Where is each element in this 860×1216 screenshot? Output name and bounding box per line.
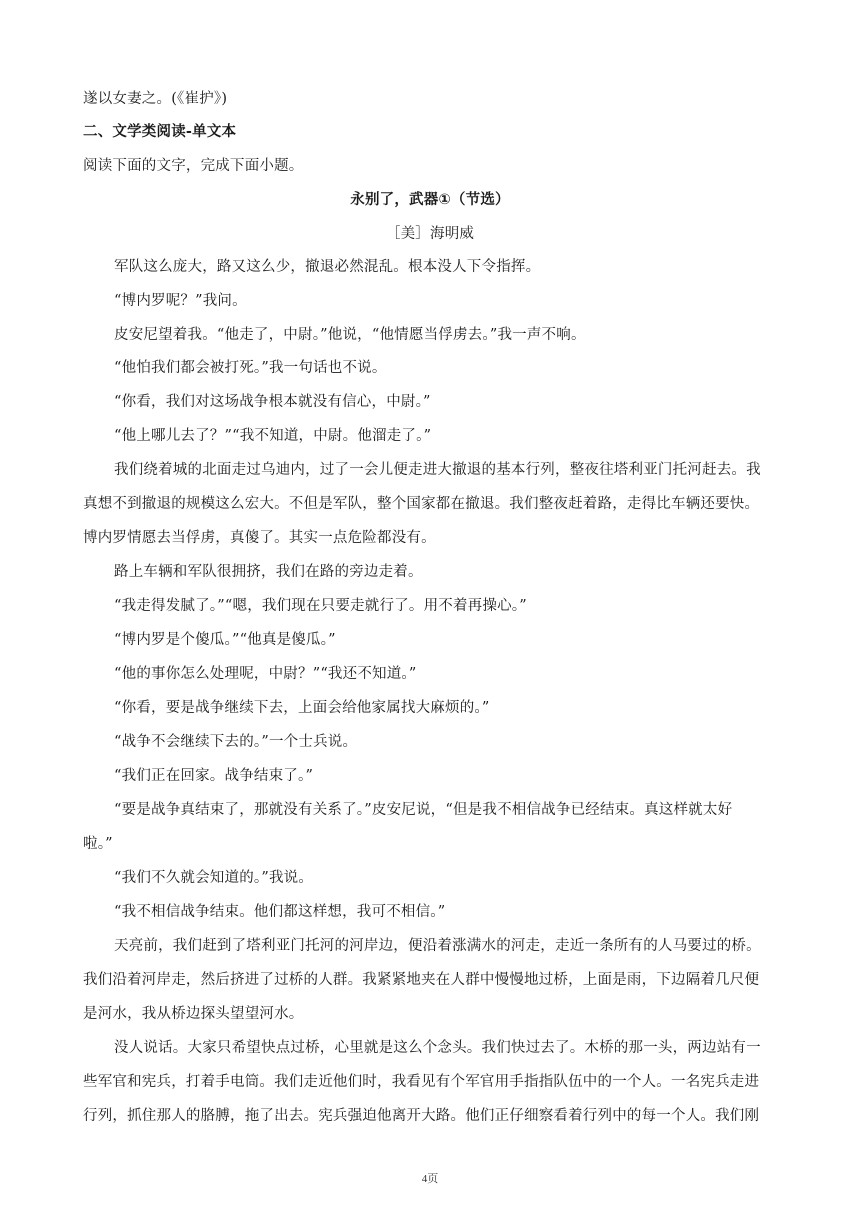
paragraph-line: 行列，抓住那人的胳膊，拖了出去。宪兵强迫他离开大路。他们正仔细察看着行列中的每一个人。我们刚 — [83, 1108, 760, 1124]
text-line-continuation: 遂以女妻之。(《崔护》) — [83, 91, 228, 107]
paragraph-line: “战争不会继续下去的。”一个士兵说。 — [114, 734, 358, 750]
page-number: 4页 — [421, 1173, 439, 1185]
paragraph-line: “我们不久就会知道的。”我说。 — [114, 870, 314, 886]
paragraph-line: 我们沿着河岸走，然后挤进了过桥的人群。我紧紧地夹在人群中慢慢地过桥，上面是雨，下边隔着几尺便 — [83, 972, 760, 988]
article-title: 永别了，武器①（节选） — [350, 192, 510, 208]
paragraph-line: 博内罗情愿去当俘虏，真傻了。其实一点危险都没有。 — [83, 530, 436, 546]
paragraph-line: “我不相信战争结束。他们都这样想，我可不相信。” — [114, 904, 446, 920]
paragraph-line: 没人说话。大家只希望快点过桥，心里就是这么个念头。我们快过去了。木桥的那一头，两边站有一 — [114, 1040, 761, 1056]
paragraph-line: “他的事你怎么处理呢，中尉？”“我还不知道。” — [114, 666, 417, 682]
paragraph-line: “我们正在回家。战争结束了。” — [114, 768, 314, 784]
paragraph-line: “他上哪儿去了？”“我不知道，中尉。他溜走了。” — [114, 428, 432, 444]
paragraph-line: “你看，要是战争继续下去，上面会给他家属找大麻烦的。” — [114, 700, 490, 716]
paragraph-line: “他怕我们都会被打死。”我一句话也不说。 — [114, 360, 387, 376]
paragraph-line: 军队这么庞大，路又这么少，撤退必然混乱。根本没人下令指挥。 — [114, 259, 541, 275]
paragraph-line: “博内罗是个傻瓜。”“他真是傻瓜。” — [114, 632, 336, 648]
paragraph-line: 皮安尼望着我。“他走了，中尉。”他说，“他情愿当俘虏去。”我一声不响。 — [114, 327, 586, 343]
paragraph-line: 啦。” — [83, 836, 113, 852]
paragraph-line: 是河水，我从桥边探头望望河水。 — [83, 1006, 304, 1022]
paragraph-line: “要是战争真结束了，那就没有关系了。”皮安尼说，“但是我不相信战争已经结束。真这样就太好 — [114, 802, 733, 818]
paragraph-line: “你看，我们对这场战争根本就没有信心，中尉。” — [114, 394, 431, 410]
paragraph-line: 天亮前，我们赶到了塔利亚门托河的河岸边，便沿着涨满水的河走，走近一条所有的人马要过的桥。 — [114, 938, 761, 954]
paragraph-line: 些军官和宪兵，打着手电筒。我们走近他们时，我看见有个军官用手指指队伍中的一个人。一名宪兵走进 — [83, 1074, 760, 1090]
article-author: ［美］海明威 — [385, 226, 475, 242]
paragraph-line: “博内罗呢？”我问。 — [114, 293, 247, 309]
instruction-text: 阅读下面的文字，完成下面小题。 — [83, 158, 304, 174]
paragraph-line: 真想不到撤退的规模这么宏大。不但是军队，整个国家都在撤退。我们整夜赶着路，走得比车辆还要快。 — [83, 496, 760, 512]
section-heading: 二、文学类阅读-单文本 — [83, 124, 237, 140]
paragraph-line: 我们绕着城的北面走过乌迪内，过了一会儿便走进大撤退的基本行列，整夜往塔利亚门托河赶去。我 — [114, 462, 761, 478]
paragraph-line: “我走得发腻了。”“嗯，我们现在只要走就行了。用不着再操心。” — [114, 598, 527, 614]
paragraph-line: 路上车辆和军队很拥挤，我们在路的旁边走着。 — [114, 564, 423, 580]
